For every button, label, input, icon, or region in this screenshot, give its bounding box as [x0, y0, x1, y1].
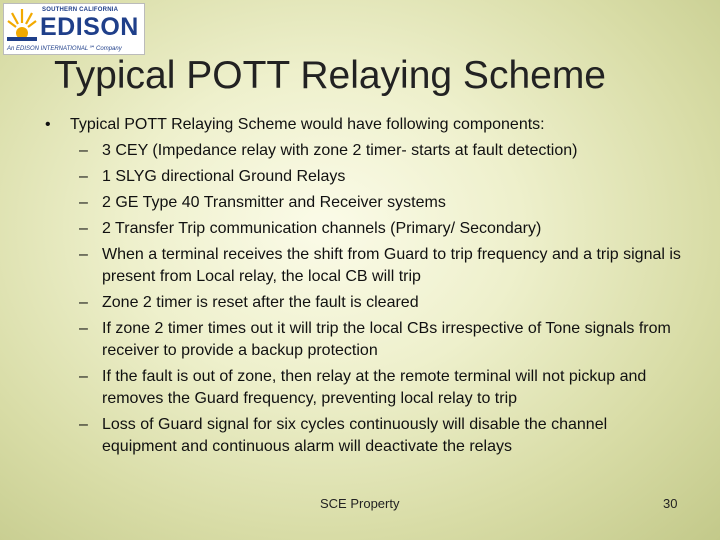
- dash-marker: –: [79, 168, 88, 185]
- dash-marker: –: [79, 194, 88, 211]
- sub-item: [42, 318, 682, 362]
- logo-wordmark: EDISON: [40, 13, 139, 41]
- sub-item: [42, 244, 682, 288]
- sub-item-text: 3 CEY (Impedance relay with zone 2 timer- starts at fault detection): [102, 142, 578, 159]
- sub-item: [42, 140, 682, 162]
- bullet-item: [42, 114, 682, 136]
- sub-item: [42, 366, 682, 410]
- dash-marker: –: [79, 246, 88, 263]
- sub-item-text: If zone 2 timer times out it will trip the local CBs irrespective of Tone signals from receiver to provide a backup protection: [102, 320, 671, 359]
- sub-item-text: 1 SLYG directional Ground Relays: [102, 168, 346, 185]
- dash-marker: –: [79, 220, 88, 237]
- dash-marker: –: [79, 368, 88, 385]
- dash-marker: –: [79, 320, 88, 337]
- sub-item-text: If the fault is out of zone, then relay at the remote terminal will not pickup and removes the Guard frequency, preventing local relay to trip: [102, 368, 647, 407]
- dash-marker: –: [79, 294, 88, 311]
- sub-item: [42, 292, 682, 314]
- slide-title: Typical POTT Relaying Scheme: [54, 54, 606, 97]
- sub-item-text: When a terminal receives the shift from Guard to trip frequency and a trip signal is present from Local relay, the local CB will trip: [102, 246, 681, 285]
- logo-tagline-top: SOUTHERN CALIFORNIA: [42, 7, 119, 13]
- bullet-marker: •: [45, 116, 51, 133]
- dash-marker: –: [79, 416, 88, 433]
- sub-item: [42, 166, 682, 188]
- sub-item-text: 2 GE Type 40 Transmitter and Receiver systems: [102, 194, 446, 211]
- sub-item-text: Zone 2 timer is reset after the fault is cleared: [102, 294, 419, 311]
- dash-marker: –: [79, 142, 88, 159]
- page-number: 30: [663, 496, 678, 511]
- bullet-text: Typical POTT Relaying Scheme would have following components:: [70, 116, 545, 133]
- footer-label: SCE Property: [320, 496, 400, 511]
- edison-logo: [3, 3, 145, 55]
- logo-tagline-bottom: An EDISON INTERNATIONAL℠ Company: [7, 46, 122, 52]
- sub-item: [42, 192, 682, 214]
- sub-item-text: Loss of Guard signal for six cycles continuously will disable the channel equipment and continuous alarm will deactivate the relays: [102, 416, 608, 455]
- slide-content: [42, 114, 682, 462]
- sub-item: [42, 414, 682, 458]
- sub-item-text: 2 Transfer Trip communication channels (Primary/ Secondary): [102, 220, 542, 237]
- sun-logo-icon: [7, 7, 37, 41]
- sub-item: [42, 218, 682, 240]
